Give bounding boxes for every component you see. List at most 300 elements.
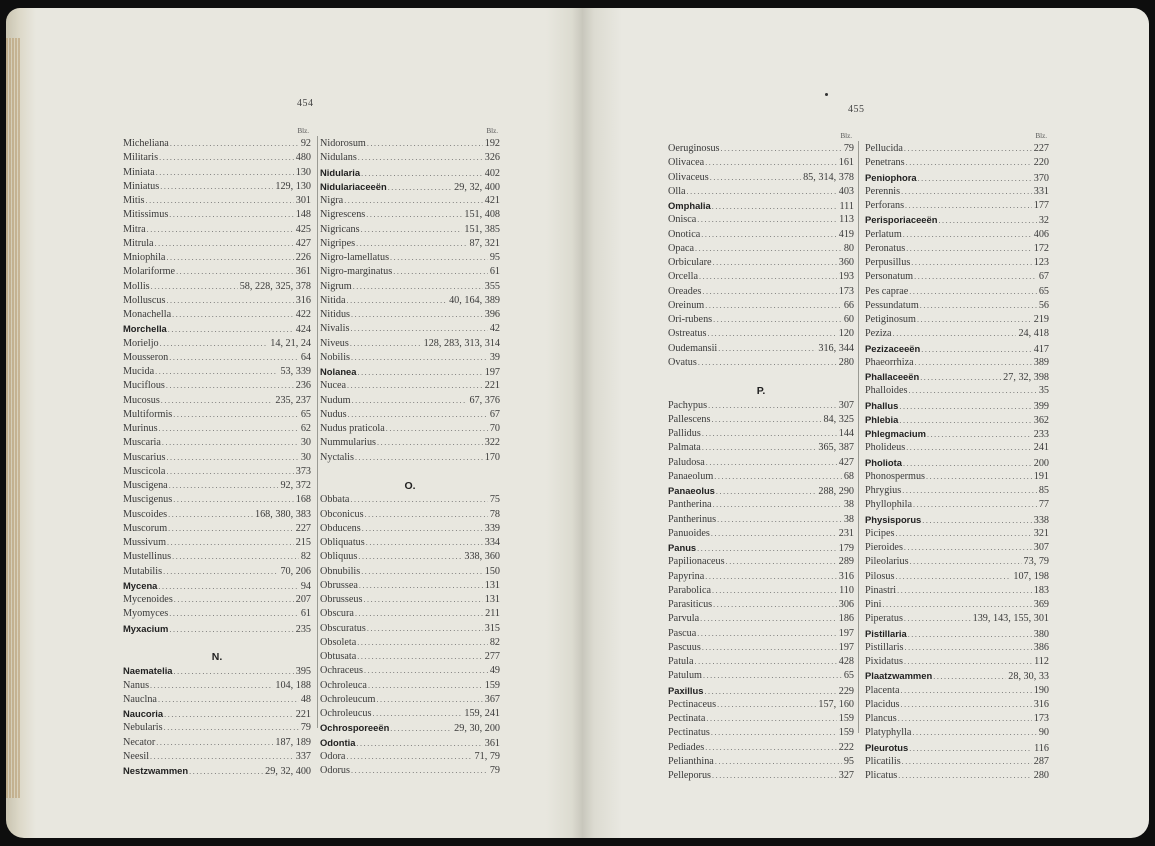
index-entry <box>123 579 311 593</box>
entry-page: 79 <box>489 765 500 776</box>
leader-dots <box>160 180 273 194</box>
index-entry <box>865 299 1049 313</box>
entry-page: 389 <box>1033 356 1049 368</box>
entry-name: Patulum <box>668 670 702 682</box>
index-entry <box>320 365 500 379</box>
leader-dots <box>902 484 1037 498</box>
entry-name: Omphalia <box>668 200 711 211</box>
entry-name: Pectinatus <box>668 727 710 739</box>
index-entry <box>320 650 500 664</box>
index-entry <box>865 484 1049 498</box>
entry-page: 92 <box>300 138 311 149</box>
index-entry <box>865 399 1049 413</box>
leader-dots <box>166 251 293 265</box>
leader-dots <box>173 408 299 422</box>
entry-name: Nobilis <box>320 351 351 363</box>
leader-dots <box>390 251 488 265</box>
entry-page: 361 <box>484 737 500 749</box>
entry-name: Paludosa <box>668 456 705 468</box>
entry-name: Mniophila <box>123 252 166 263</box>
leader-dots <box>357 366 482 380</box>
entry-name: Petiginosum <box>865 314 916 325</box>
entry-page: 191 <box>1033 470 1049 482</box>
leader-dots <box>162 436 299 450</box>
entry-page: 131 <box>484 579 500 591</box>
entry-page: 219 <box>1033 314 1049 325</box>
entry-name: Niveus <box>320 337 349 349</box>
leader-dots <box>706 712 836 726</box>
index-entry <box>668 242 854 256</box>
leader-dots <box>710 171 801 185</box>
leader-dots <box>159 151 294 165</box>
entry-page: 70, 206 <box>280 565 311 577</box>
index-entry <box>668 256 854 270</box>
entry-name: Murinus <box>123 423 158 434</box>
leader-dots <box>358 151 483 165</box>
leader-dots <box>361 223 463 237</box>
leader-dots <box>913 498 1037 512</box>
entry-page: 289 <box>838 556 854 568</box>
entry-name: Nolanea <box>320 366 357 377</box>
index-column <box>865 132 1049 783</box>
leader-dots <box>368 679 483 693</box>
leader-dots <box>909 742 1032 756</box>
entry-name: Nigra <box>320 195 344 206</box>
entry-name: Opaca <box>668 242 695 254</box>
entry-name: Nucea <box>320 380 347 392</box>
index-entry <box>320 166 500 180</box>
leader-dots <box>367 622 483 636</box>
entry-name: Pallescens <box>668 413 711 425</box>
index-entry <box>865 612 1049 626</box>
entry-name: Mitissimus <box>123 209 169 221</box>
entry-page: 361 <box>295 266 311 278</box>
entry-name: Nebularis <box>123 722 163 734</box>
leader-dots <box>367 137 483 151</box>
leader-dots <box>914 270 1037 284</box>
entry-name: Mitrula <box>123 237 154 249</box>
entry-page: 85 <box>1038 485 1049 496</box>
leader-dots <box>712 769 837 783</box>
index-entry <box>123 721 311 735</box>
entry-name: Paxillus <box>668 684 704 696</box>
entry-page: 197 <box>838 627 854 639</box>
leader-dots <box>898 769 1031 783</box>
entry-page: 362 <box>1033 414 1049 426</box>
entry-name: Nestzwammen <box>123 765 189 776</box>
leader-dots <box>713 498 842 512</box>
index-column <box>123 127 311 778</box>
leader-dots <box>704 685 836 699</box>
entry-name: Mustellinus <box>123 551 172 563</box>
entry-name: Onotica <box>668 228 701 240</box>
page-number: 454 <box>297 98 314 109</box>
index-entry <box>320 664 500 678</box>
entry-page: 129, 130 <box>275 180 311 192</box>
leader-dots <box>702 641 837 655</box>
index-entry <box>865 456 1049 470</box>
entry-name: Mitra <box>123 223 146 235</box>
index-entry <box>668 684 854 698</box>
entry-page: 67 <box>1038 271 1049 283</box>
entry-name: Pectinata <box>668 713 706 724</box>
entry-page: 227 <box>295 522 311 534</box>
leader-dots <box>155 365 278 379</box>
entry-page: 75 <box>489 494 500 506</box>
entry-name: Olivacea <box>668 157 705 169</box>
index-entry <box>320 536 500 550</box>
entry-page: 113 <box>839 214 854 226</box>
entry-name: Peniophora <box>865 171 917 183</box>
entry-name: Pinastri <box>865 584 897 596</box>
index-entry <box>123 622 311 636</box>
index-entry <box>320 251 500 265</box>
entry-page: 373 <box>295 465 311 477</box>
entry-page: 280 <box>838 356 854 368</box>
leader-dots <box>366 208 462 222</box>
entry-page: 406 <box>1033 228 1049 240</box>
leader-dots <box>393 265 488 279</box>
entry-page: 402 <box>484 167 500 179</box>
leader-dots <box>361 565 483 579</box>
entry-name: Obliquus <box>320 551 358 563</box>
leader-dots <box>366 536 483 550</box>
entry-page: 339 <box>484 522 500 534</box>
entry-page: 241 <box>1033 442 1049 454</box>
index-entry <box>123 465 311 479</box>
entry-name: Oudemansii <box>668 342 718 354</box>
entry-name: Patula <box>668 656 694 667</box>
leader-dots <box>904 541 1032 555</box>
leader-dots <box>160 337 269 351</box>
entry-page: 58, 228, 325, 378 <box>239 280 311 292</box>
entry-name: Pascuus <box>668 641 701 653</box>
entry-name: Oeruginosus <box>668 143 720 154</box>
leader-dots <box>906 156 1032 170</box>
index-entry <box>865 627 1049 641</box>
index-entry <box>865 726 1049 740</box>
entry-name: Myxacium <box>123 622 169 634</box>
entry-name: Placidus <box>865 698 900 710</box>
entry-name: Pixidatus <box>865 656 903 667</box>
entry-page: 427 <box>295 237 311 249</box>
leader-dots <box>726 555 837 569</box>
entry-name: Nudus <box>320 408 347 420</box>
entry-page: 386 <box>1033 641 1049 653</box>
entry-page: 226 <box>295 252 311 263</box>
entry-name: Pallidus <box>668 428 701 439</box>
entry-name: Plicatus <box>865 770 898 781</box>
index-entry <box>865 327 1049 341</box>
leader-dots <box>350 322 487 336</box>
index-entry <box>668 527 854 541</box>
entry-name: Nidorosum <box>320 138 366 149</box>
index-entry <box>668 726 854 740</box>
leader-dots <box>168 323 294 337</box>
index-entry <box>668 598 854 612</box>
index-entry <box>668 641 854 655</box>
entry-name: Phrygius <box>865 485 902 496</box>
index-entry <box>320 265 500 279</box>
index-entry <box>865 142 1049 156</box>
index-entry <box>320 636 500 650</box>
entry-name: Obducens <box>320 522 361 534</box>
entry-page: 306 <box>838 599 854 610</box>
entry-page: 67, 376 <box>469 394 500 406</box>
entry-name: Obconicus <box>320 508 364 520</box>
index-entry <box>668 741 854 755</box>
entry-name: Physisporus <box>865 513 922 525</box>
index-entry <box>668 327 854 341</box>
entry-name: Papilionaceus <box>668 556 725 568</box>
leader-dots <box>189 765 263 779</box>
entry-page: 287 <box>1033 755 1049 767</box>
entry-name: Parabolica <box>668 584 711 596</box>
entry-page: 321 <box>1033 527 1049 539</box>
leader-dots <box>901 698 1032 712</box>
entry-page: 39 <box>489 351 500 363</box>
leader-dots <box>909 285 1037 299</box>
entry-name: Perpusillus <box>865 257 911 268</box>
leader-dots <box>905 641 1032 655</box>
leader-dots <box>933 670 1006 684</box>
index-entry <box>320 151 500 165</box>
spacer <box>320 465 500 479</box>
entry-page: 337 <box>295 750 311 762</box>
index-entry <box>123 565 311 579</box>
index-entry <box>320 750 500 764</box>
entry-name: Palmata <box>668 442 701 454</box>
index-entry <box>668 712 854 726</box>
entry-name: Miniata <box>123 166 155 178</box>
leader-dots <box>373 707 463 721</box>
leader-dots <box>167 536 294 550</box>
entry-page: 173 <box>1033 713 1049 724</box>
leader-dots <box>172 308 294 322</box>
index-entry <box>123 166 311 180</box>
entry-name: Ori-rubens <box>668 314 713 325</box>
index-entry <box>865 256 1049 270</box>
leader-dots <box>377 436 483 450</box>
leader-dots <box>899 414 1031 428</box>
leader-dots <box>694 655 836 669</box>
index-entry <box>123 337 311 351</box>
entry-name: Pectinaceus <box>668 698 717 710</box>
entry-name: Orcella <box>668 271 698 283</box>
index-entry <box>668 513 854 527</box>
entry-page: 139, 143, 155, 301 <box>972 613 1049 625</box>
entry-name: Nigro-marginatus <box>320 266 393 278</box>
entry-name: Ostreatus <box>668 328 707 340</box>
entry-page: 236 <box>295 380 311 392</box>
index-entry <box>320 493 500 507</box>
column-header: Blz. <box>486 127 498 135</box>
entry-name: Oreinum <box>668 299 705 311</box>
entry-name: Nidulans <box>320 152 357 164</box>
entry-page: 159 <box>838 727 854 739</box>
index-entry <box>123 693 311 707</box>
entry-page: 480 <box>295 152 311 164</box>
index-entry <box>668 441 854 455</box>
entry-page: 173 <box>838 285 854 297</box>
entry-page: 94 <box>300 580 311 592</box>
entry-page: 40, 164, 389 <box>449 294 500 306</box>
entry-page: 326 <box>484 152 500 164</box>
leader-dots <box>706 456 837 470</box>
entry-page: 151, 385 <box>464 223 500 235</box>
entry-page: 67 <box>489 408 500 420</box>
entry-page: 307 <box>838 399 854 411</box>
entry-page: 110 <box>839 584 854 596</box>
entry-name: Panus <box>668 542 697 553</box>
entry-name: Pistillaria <box>865 627 907 639</box>
entry-page: 84, 325 <box>823 413 854 425</box>
leader-dots <box>350 493 487 507</box>
entry-page: 288, 290 <box>818 486 854 497</box>
entry-name: Nudum <box>320 394 351 406</box>
entry-name: Ochroleuca <box>320 679 367 691</box>
entry-page: 60 <box>843 314 854 325</box>
leader-dots <box>166 379 294 393</box>
entry-name: Nigro-lamellatus <box>320 252 390 263</box>
entry-name: Pediades <box>668 741 705 753</box>
index-entry <box>123 322 311 336</box>
leader-dots <box>895 527 1031 541</box>
entry-name: Phlegmacium <box>865 428 926 439</box>
entry-page: 82 <box>300 551 311 563</box>
entry-page: 179 <box>838 543 854 554</box>
index-entry <box>320 565 500 579</box>
index-entry <box>865 171 1049 185</box>
entry-name: Muscaria <box>123 437 161 449</box>
leader-dots <box>711 527 837 541</box>
leader-dots <box>918 172 1032 186</box>
entry-page: 38 <box>843 499 854 511</box>
index-entry <box>320 721 500 735</box>
entry-page: 183 <box>1033 584 1049 596</box>
entry-name: Orbiculare <box>668 257 712 268</box>
entry-page: 231 <box>838 527 854 539</box>
leader-dots <box>169 623 293 637</box>
leader-dots <box>721 142 842 156</box>
entry-page: 87, 321 <box>469 237 500 249</box>
leader-dots <box>917 313 1032 327</box>
index-entry <box>320 394 500 408</box>
entry-name: Obsoleta <box>320 636 357 648</box>
leader-dots <box>163 565 278 579</box>
index-entry <box>668 199 854 213</box>
leader-dots <box>700 612 837 626</box>
index-entry <box>123 308 311 322</box>
leader-dots <box>882 598 1031 612</box>
entry-page: 211 <box>485 608 500 620</box>
index-entry <box>123 664 311 678</box>
entry-page: 235, 237 <box>275 394 311 406</box>
entry-page: 73, 79 <box>1023 556 1049 568</box>
entry-name: Plaatzwammen <box>865 670 933 682</box>
entry-name: Phallaceeën <box>865 371 920 382</box>
entry-page: 370 <box>1033 172 1049 184</box>
entry-page: 151, 408 <box>464 209 500 221</box>
index-entry <box>320 736 500 750</box>
index-entry <box>123 550 311 564</box>
entry-name: Pleurotus <box>865 741 909 753</box>
index-entry <box>668 142 854 156</box>
entry-name: Panaeolum <box>668 470 714 482</box>
entry-name: Oreades <box>668 285 702 297</box>
page-edge <box>6 38 20 798</box>
index-entry <box>320 337 500 351</box>
entry-page: 367 <box>484 693 500 705</box>
entry-page: 95 <box>843 755 854 767</box>
index-entry <box>320 180 500 194</box>
leader-dots <box>702 427 837 441</box>
leader-dots <box>697 213 837 227</box>
entry-name: Naematelia <box>123 665 173 677</box>
index-entry <box>320 607 500 621</box>
leader-dots <box>904 655 1032 669</box>
entry-name: Placenta <box>865 684 900 696</box>
leader-dots <box>705 156 837 170</box>
index-entry <box>865 669 1049 683</box>
entry-page: 159, 241 <box>464 708 500 719</box>
entry-name: Papyrina <box>668 570 705 582</box>
entry-name: Naucoria <box>123 708 164 719</box>
index-entry <box>865 755 1049 769</box>
entry-page: 355 <box>484 280 500 292</box>
leader-dots <box>711 413 821 427</box>
leader-dots <box>927 428 1032 442</box>
index-entry <box>320 294 500 308</box>
entry-name: Nauclna <box>123 693 157 705</box>
index-entry <box>668 171 854 185</box>
entry-name: Nidularia <box>320 166 361 178</box>
entry-page: 104, 188 <box>275 679 311 691</box>
entry-page: 77 <box>1038 499 1049 511</box>
index-entry <box>865 769 1049 783</box>
leader-dots <box>901 684 1032 698</box>
entry-page: 360 <box>838 257 854 268</box>
entry-page: 227 <box>1033 143 1049 154</box>
entry-page: 64 <box>300 351 311 363</box>
leader-dots <box>701 228 836 242</box>
entry-page: 190 <box>1033 684 1049 696</box>
entry-name: Obscura <box>320 608 354 620</box>
index-entry <box>865 598 1049 612</box>
entry-page: 66 <box>843 299 854 311</box>
entry-name: Plicatilis <box>865 755 901 767</box>
entry-page: 425 <box>295 223 311 235</box>
entry-name: Obrusseus <box>320 594 363 605</box>
entry-page: 107, 198 <box>1013 570 1049 582</box>
leader-dots <box>159 422 299 436</box>
entry-page: 334 <box>484 537 500 548</box>
leader-dots <box>164 708 294 722</box>
leader-dots <box>386 422 488 436</box>
entry-name: Plancus <box>865 713 897 724</box>
entry-page: 123 <box>1033 257 1049 268</box>
entry-page: 233 <box>1033 429 1049 440</box>
section-heading: O. <box>404 480 416 492</box>
leader-dots <box>147 223 294 237</box>
entry-name: Peziza <box>865 328 892 340</box>
entry-name: Pholiota <box>865 456 902 468</box>
index-entry <box>865 470 1049 484</box>
leader-dots <box>713 256 837 270</box>
entry-name: Pes caprae <box>865 285 909 297</box>
entry-page: 49 <box>489 665 500 677</box>
index-entry <box>123 379 311 393</box>
